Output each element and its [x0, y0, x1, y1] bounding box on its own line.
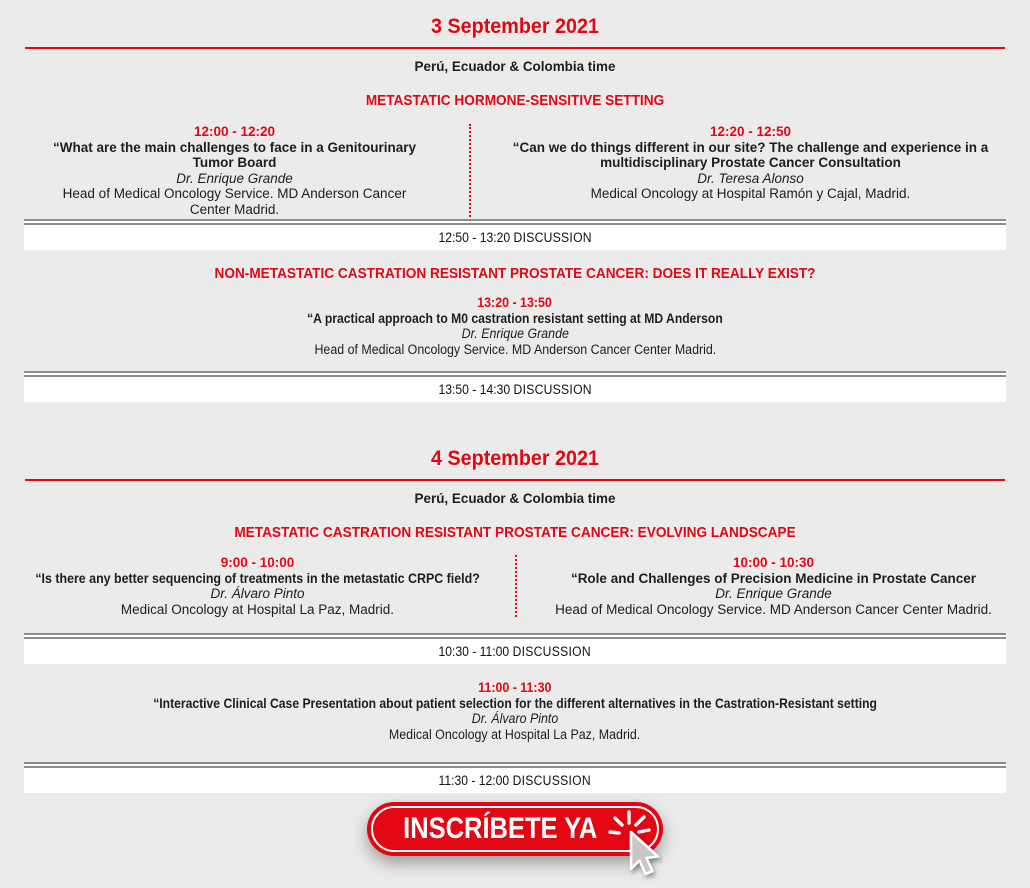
session-affiliation: Head of Medical Oncology Service. MD Anderson Cancer Center Madrid.: [555, 601, 992, 617]
session-affiliation: Medical Oncology at Hospital La Paz, Madrid.: [120, 601, 395, 617]
session-affiliation: Medical Oncology at Hospital La Paz, Madrid.: [389, 726, 641, 742]
discussion-band: [24, 219, 1006, 250]
section-heading: METASTATIC HORMONE-SENSITIVE SETTING: [365, 93, 665, 109]
session-speaker: Dr. Enrique Grande: [715, 586, 832, 601]
discussion-label: DISCUSSION: [512, 773, 592, 788]
session-title: “What are the main challenges to face in a Genitourinary Tumor Board: [52, 139, 417, 170]
session-time: 9:00 - 10:00: [220, 555, 295, 570]
session-card: [517, 555, 1030, 617]
session-time: 12:20 - 12:50: [709, 124, 792, 139]
timezone-note: Perú, Ecuador & Colombia time: [414, 58, 616, 74]
day-section-1: [0, 14, 1030, 402]
session-card: [0, 680, 1030, 742]
session-speaker: Dr. Enrique Grande: [461, 326, 569, 341]
inscribete-label: INSCRÍBETE YA: [402, 812, 598, 845]
section-heading: METASTATIC CASTRATION RESISTANT PROSTATE CANCER: EVOLVING LANDSCAPE: [234, 525, 796, 541]
discussion-time: 12:50 - 13:20: [438, 230, 510, 245]
date-divider-rule: [25, 47, 1005, 49]
discussion-time: 11:30 - 12:00: [438, 773, 510, 788]
discussion-label: DISCUSSION: [513, 382, 592, 397]
day-title: 3 September 2021: [431, 15, 599, 38]
session-title: “A practical approach to M0 castration resistant setting at MD Anderson: [307, 310, 723, 326]
discussion-band: [24, 762, 1006, 793]
session-time: 10:00 - 10:30: [732, 555, 815, 570]
session-title: “Is there any better sequencing of treatments in the metastatic CRPC field?: [35, 570, 480, 586]
day-section-2: [0, 446, 1030, 793]
discussion-band: [24, 371, 1006, 402]
discussion-label: DISCUSSION: [513, 230, 592, 245]
session-time: 13:20 - 13:50: [477, 295, 553, 310]
click-cursor-icon: [607, 808, 671, 888]
day-title: 4 September 2021: [431, 447, 599, 470]
session-card: [471, 124, 1030, 217]
session-title: “Can we do things different in our site? The challenge and experience in a multidisciplinary Prostate Cancer Consultation: [512, 139, 989, 170]
session-speaker: Dr. Álvaro Pinto: [210, 586, 305, 601]
session-title: “Interactive Clinical Case Presentation about patient selection for the different alternatives in the Castration-Resistant setting: [153, 695, 877, 711]
session-affiliation: Head of Medical Oncology Service. MD Anderson Cancer Center Madrid.: [314, 341, 716, 357]
cursor-arrow-icon: [631, 832, 658, 874]
session-time: 12:00 - 12:20: [193, 124, 276, 139]
date-divider-rule: [25, 479, 1005, 481]
timezone-note: Perú, Ecuador & Colombia time: [414, 490, 616, 506]
discussion-time: 10:30 - 11:00: [438, 644, 510, 659]
discussion-band: [24, 633, 1006, 664]
section-heading: NON-METASTATIC CASTRATION RESISTANT PROSTATE CANCER: DOES IT REALLY EXIST?: [214, 266, 816, 282]
session-time: 11:00 - 11:30: [478, 680, 552, 695]
session-affiliation: Medical Oncology at Hospital Ramón y Cajal, Madrid.: [590, 186, 911, 201]
session-columns: [0, 555, 1030, 617]
session-columns: [0, 124, 1030, 217]
session-speaker: Dr. Álvaro Pinto: [471, 711, 559, 726]
discussion-time: 13:50 - 14:30: [438, 382, 510, 397]
session-card: [0, 295, 1030, 357]
inscribete-button[interactable]: [367, 802, 663, 856]
session-speaker: Dr. Teresa Alonso: [697, 170, 804, 186]
discussion-label: DISCUSSION: [512, 644, 592, 659]
click-spark-icon: [610, 812, 649, 833]
session-affiliation: Head of Medical Oncology Service. MD Anderson Cancer Center Madrid.: [62, 186, 407, 217]
session-card: [0, 124, 469, 217]
session-title: “Role and Challenges of Precision Medicine in Prostate Cancer: [570, 570, 977, 586]
session-speaker: Dr. Enrique Grande: [176, 170, 293, 186]
session-card: [0, 555, 515, 617]
